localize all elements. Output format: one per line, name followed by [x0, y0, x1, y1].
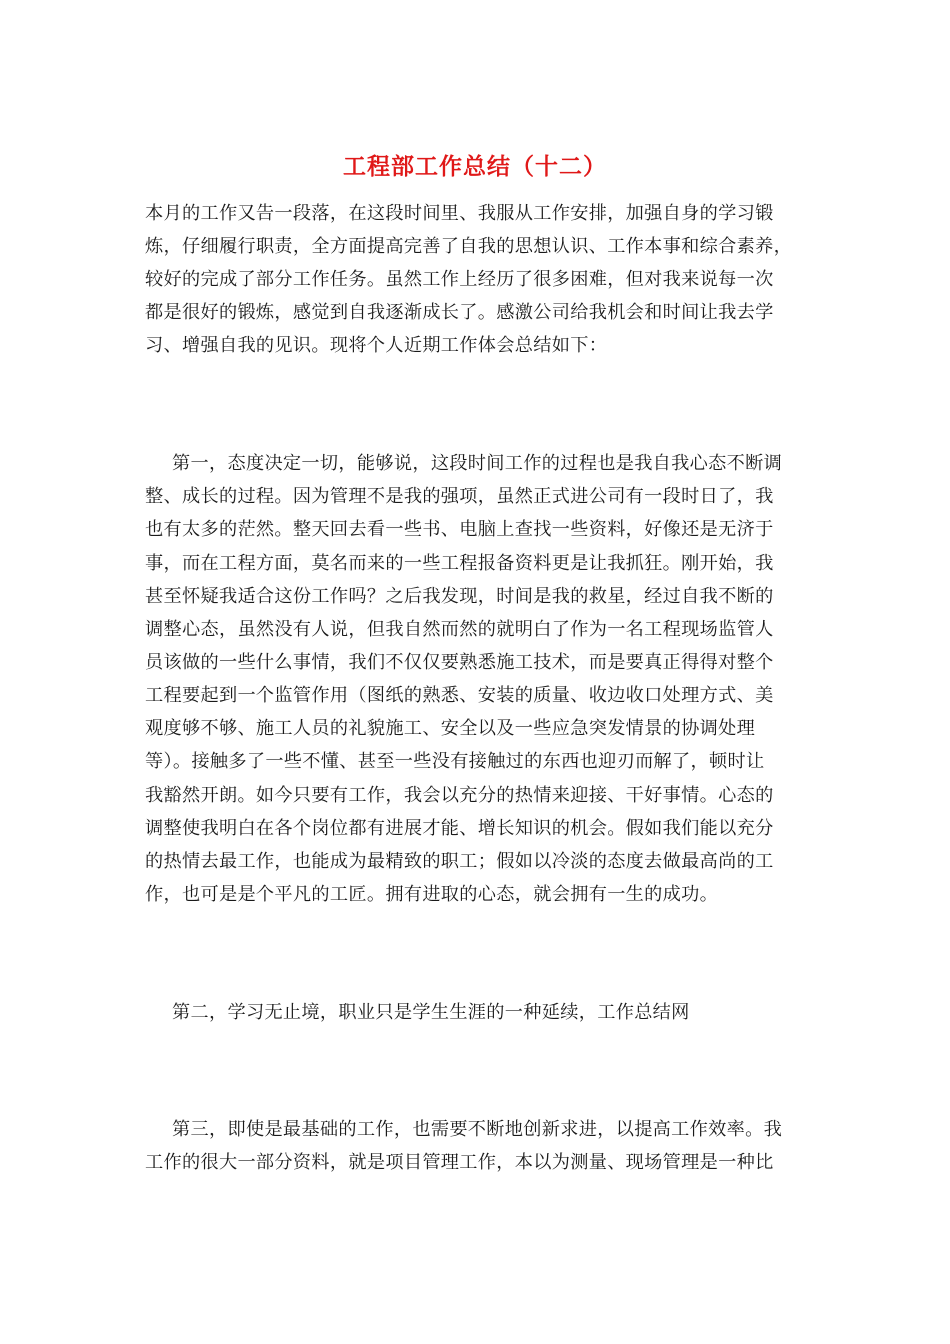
- document-title: 工程部工作总结（十二）: [343, 153, 607, 180]
- paragraph-2-line-12: 调整使我明白在各个岗位都有进展才能、增长知识的机会。假如我们能以充分: [145, 818, 774, 839]
- paragraph-1-line-4: 都是很好的锻炼，感觉到自我逐渐成长了。感激公司给我机会和时间让我去学: [145, 302, 774, 323]
- paragraph-2-line-9: 观度够不够、施工人员的礼貌施工、安全以及一些应急突发情景的协调处理: [145, 718, 756, 739]
- paragraph-4-line-1: 第三，即使是最基础的工作，也需要不断地创新求进，以提高工作效率。我: [172, 1119, 783, 1140]
- paragraph-2-line-3: 也有太多的茫然。整天回去看一些书、电脑上查找一些资料，好像还是无济于: [145, 519, 774, 540]
- paragraph-2-line-5: 甚至怀疑我适合这份工作吗？之后我发现，时间是我的救星，经过自我不断的: [145, 586, 774, 607]
- paragraph-1-line-5: 习、增强自我的见识。现将个人近期工作体会总结如下：: [145, 335, 608, 356]
- paragraph-2-line-13: 的热情去最工作，也能成为最精致的职工；假如以冷淡的态度去做最高尚的工: [145, 851, 774, 872]
- paragraph-2-line-4: 事，而在工程方面，莫名而来的一些工程报备资料更是让我抓狂。刚开始，我: [145, 553, 774, 574]
- paragraph-1-line-3: 较好的完成了部分工作任务。虽然工作上经历了很多困难，但对我来说每一次: [145, 269, 774, 290]
- paragraph-2-line-8: 工程要起到一个监管作用（图纸的熟悉、安装的质量、收边收口处理方式、美: [145, 685, 774, 706]
- paragraph-2-line-2: 整、成长的过程。因为管理不是我的强项，虽然正式进公司有一段时日了，我: [145, 486, 774, 507]
- paragraph-4-line-2: 工作的很大一部分资料，就是项目管理工作，本以为测量、现场管理是一种比: [145, 1152, 774, 1173]
- paragraph-2-line-7: 员该做的一些什么事情，我们不仅仅要熟悉施工技术，而是要真正得得对整个: [145, 652, 774, 673]
- paragraph-1-line-1: 本月的工作又告一段落，在这段时间里、我服从工作安排，加强自身的学习锻: [145, 203, 774, 224]
- paragraph-2-line-6: 调整心态，虽然没有人说，但我自然而然的就明白了作为一名工程现场监管人: [145, 619, 774, 640]
- paragraph-1-line-2: 炼，仔细履行职责，全方面提高完善了自我的思想认识、工作本事和综合素养，: [145, 236, 793, 257]
- paragraph-3-line-1: 第二，学习无止境，职业只是学生生涯的一种延续，工作总结网: [172, 1002, 690, 1023]
- paragraph-2-line-1: 第一，态度决定一切，能够说，这段时间工作的过程也是我自我心态不断调: [172, 453, 783, 474]
- paragraph-2-line-11: 我豁然开朗。如今只要有工作，我会以充分的热情来迎接、干好事情。心态的: [145, 785, 774, 806]
- paragraph-2-line-10: 等）。接触多了一些不懂、甚至一些没有接触过的东西也迎刃而解了，顿时让: [145, 751, 765, 772]
- paragraph-2-line-14: 作，也可是是个平凡的工匠。拥有进取的心态，就会拥有一生的成功。: [145, 884, 719, 905]
